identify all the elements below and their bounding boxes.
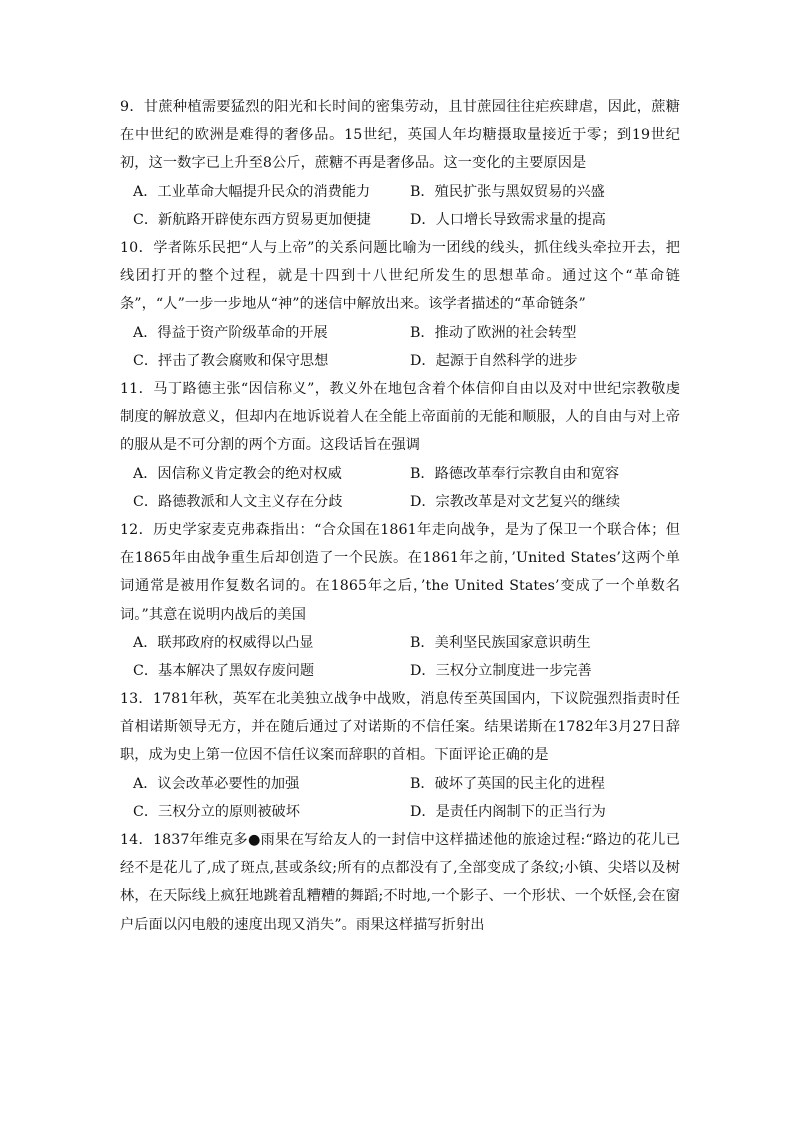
option-row (120, 798, 680, 826)
question-13 (120, 685, 680, 826)
option-a[interactable]: A．工业革命大幅提升民众的消费能力 (133, 183, 371, 200)
option-b[interactable]: B．破坏了英国的民主化的进程 (410, 775, 605, 792)
option-row (120, 206, 680, 234)
option-d[interactable]: D．宗教改革是对文艺复兴的继续 (410, 493, 621, 510)
options (120, 319, 680, 375)
option-d[interactable]: D．起源于自然科学的进步 (410, 352, 578, 369)
option-row (120, 770, 680, 798)
options (120, 460, 680, 516)
option-a[interactable]: A．得益于资产阶级革命的开展 (133, 324, 328, 341)
option-row (120, 488, 680, 516)
option-b[interactable]: B．路德改革奉行宗教自由和宽容 (410, 465, 620, 482)
options (120, 629, 680, 685)
question-stem: 9．甘蔗种植需要猛烈的阳光和长时间的密集劳动，且甘蔗园往往疟疾肆虐，因此，蔗糖在中世纪的欧洲是难得的奢侈品。15世纪，英国人年均糖摄取量接近于零；到19世纪初，这一数字已上升至8公斤，蔗糖不再是奢侈品。这一变化的主要原因是 (120, 99, 680, 172)
question-stem: 13．1781年秋，英军在北美独立战争中战败，消息传至英国国内，下议院强烈指责时任首相诺斯领导无方，并在随后通过了对诺斯的不信任案。结果诺斯在1782年3月27日辞职，成为史上第一位因不信任议案而辞职的首相。下面评论正确的是 (120, 691, 680, 764)
option-b[interactable]: B．推动了欧洲的社会转型 (410, 324, 577, 341)
option-a[interactable]: A．议会改革必要性的加强 (133, 775, 300, 792)
option-c[interactable]: C．基本解决了黑奴存废问题 (133, 663, 315, 679)
option-a[interactable]: A．联邦政府的权威得以凸显 (133, 634, 314, 651)
option-c[interactable]: C．抨击了教会腐败和保守思想 (133, 352, 329, 369)
question-stem: 11．马丁路德主张“因信称义”，教义外在地包含着个体信仰自由以及对中世纪宗教敬虔制度的解放意义，但却内在地诉说着人在全能上帝面前的无能和顺服，人的自由与对上帝的服从是不可分割的两个方面。这段话旨在强调 (120, 381, 680, 454)
option-row (120, 319, 680, 347)
option-c[interactable]: C．路德教派和人文主义存在分歧 (133, 493, 343, 510)
options (120, 178, 680, 234)
option-d[interactable]: D．人口增长导致需求量的提高 (410, 211, 606, 228)
option-d[interactable]: D．三权分立制度进一步完善 (410, 663, 592, 679)
option-d[interactable]: D．是责任内阁制下的正当行为 (410, 803, 606, 820)
option-c[interactable]: C．新航路开辟使东西方贸易更加便捷 (133, 211, 371, 228)
option-row (120, 629, 680, 657)
options (120, 770, 680, 826)
option-c[interactable]: C．三权分立的原则被破坏 (133, 803, 300, 820)
option-row (120, 347, 680, 375)
option-a[interactable]: A．因信称义肯定教会的绝对权威 (133, 465, 342, 482)
option-row (120, 178, 680, 206)
question-11 (120, 375, 680, 516)
option-row (120, 460, 680, 488)
question-10 (120, 234, 680, 375)
question-9 (120, 93, 680, 234)
question-14 (120, 826, 680, 939)
question-stem: 14．1837年维克多●雨果在写给友人的一封信中这样描述他的旅途过程:“路边的花儿已经不是花儿了,成了斑点,甚或条纹;所有的点都没有了,全部变成了条纹;小镇、尖塔以及树林，在天际线上疯狂地跳着乱糟糟的舞蹈;不时地,一个影子、一个形状、一个妖怪,会在窗户后面以闪电般的速度出现又消失”。雨果这样描写折射出 (120, 832, 680, 933)
question-12 (120, 516, 680, 685)
question-stem: 12．历史学家麦克弗森指出：“合众国在1861年走向战争，是为了保卫一个联合体；但在1865年由战争重生后却创造了一个民族。在1861年之前，’United States’这两个单词通常是被用作复数名词的。在1865年之后，’the United States’变成了一个单数名词。”其意在说明内战后的美国 (120, 522, 680, 623)
option-b[interactable]: B．殖民扩张与黑奴贸易的兴盛 (410, 183, 605, 200)
question-stem: 10．学者陈乐民把“人与上帝”的关系问题比喻为一团线的线头，抓住线头牵拉开去，把线团打开的整个过程，就是十四到十八世纪所发生的思想革命。通过这个“革命链条”，“人”一步一步地从“神”的迷信中解放出来。该学者描述的“革命链条” (120, 240, 680, 313)
option-b[interactable]: B．美利坚民族国家意识萌生 (410, 634, 591, 651)
option-row (120, 657, 680, 685)
